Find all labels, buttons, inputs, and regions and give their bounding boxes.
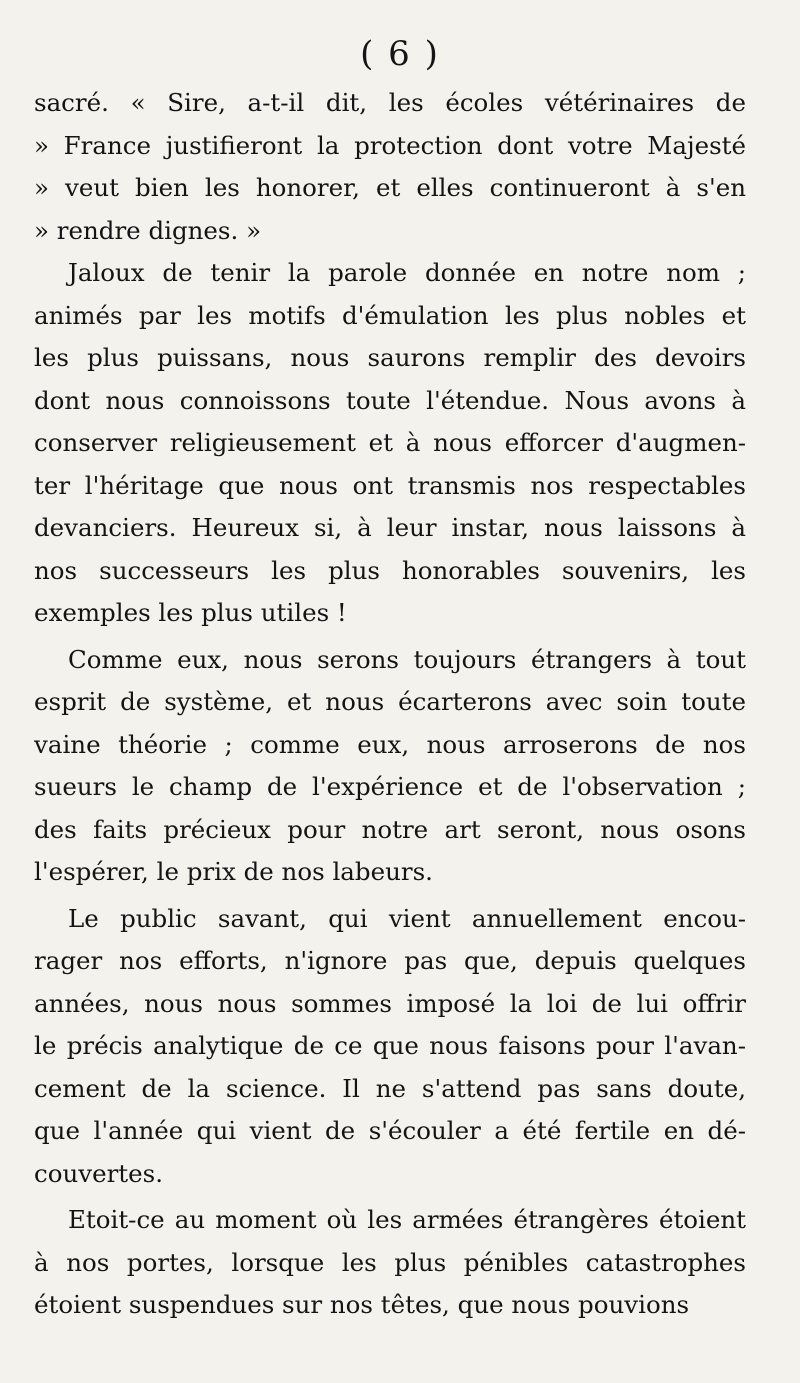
text-line: sacré. « Sire, a-t-il dit, les écoles vétérinaires de — [34, 88, 746, 117]
text-line: vaine théorie ; comme eux, nous arroserons de nos — [34, 729, 746, 759]
text-line: nos successeurs les plus honorables souvenirs, les — [34, 555, 746, 585]
text-line: conserver religieusement et à nous efforcer d'augmen- — [34, 428, 746, 457]
paragraph — [34, 252, 746, 635]
text-line: Etoit-ce au moment où les armées étrangères étoient — [68, 1205, 746, 1234]
text-line: devanciers. Heureux si, à leur instar, nous laissons à — [34, 513, 746, 542]
text-line: » veut bien les honorer, et elles continueront à s'en — [34, 173, 746, 202]
text-line: que l'année qui vient de s'écouler a été fertile en dé- — [34, 1116, 746, 1145]
text-line: le précis analytique de ce que nous faisons pour l'avan- — [34, 1031, 746, 1060]
text-line: Comme eux, nous serons toujours étrangers à tout — [68, 644, 746, 674]
paragraph — [34, 898, 746, 1196]
paragraph — [34, 1199, 746, 1327]
page-number: ( 6 ) — [360, 34, 440, 74]
text-line: étoient suspendues sur nos têtes, que nous pouvions — [34, 1290, 690, 1319]
text-line: dont nous connoissons toute l'étendue. Nous avons à — [34, 385, 746, 415]
text-line: à nos portes, lorsque les plus pénibles catastrophes — [34, 1247, 746, 1277]
text-line: les plus puissans, nous saurons remplir des devoirs — [34, 343, 746, 372]
paragraph — [34, 82, 746, 252]
text-line: Le public savant, qui vient annuellement encou- — [68, 903, 746, 933]
text-line: » France justifieront la protection dont votre Majesté — [34, 130, 746, 160]
text-line: ter l'héritage que nous ont transmis nos respectables — [34, 470, 746, 500]
text-line: cement de la science. Il ne s'attend pas sans doute, — [34, 1073, 746, 1103]
text-line: années, nous nous sommes imposé la loi de lui offrir — [34, 988, 746, 1018]
text-line: esprit de système, et nous écarterons avec soin toute — [34, 687, 746, 716]
text-line: animés par les motifs d'émulation les plus nobles et — [34, 300, 746, 330]
body-text — [34, 82, 746, 1327]
text-line: rager nos efforts, n'ignore pas que, depuis quelques — [34, 946, 746, 975]
text-line: exemples les plus utiles ! — [34, 598, 347, 627]
text-line: Jaloux de tenir la parole donnée en notre nom ; — [68, 258, 746, 287]
text-line: couvertes. — [34, 1158, 164, 1188]
paragraph — [34, 639, 746, 894]
text-line: l'espérer, le prix de nos labeurs. — [34, 857, 433, 886]
text-line: sueurs le champ de l'expérience et de l'observation ; — [34, 772, 746, 801]
text-line: des faits précieux pour notre art seront, nous osons — [34, 814, 746, 844]
text-line: » rendre dignes. » — [34, 215, 262, 245]
